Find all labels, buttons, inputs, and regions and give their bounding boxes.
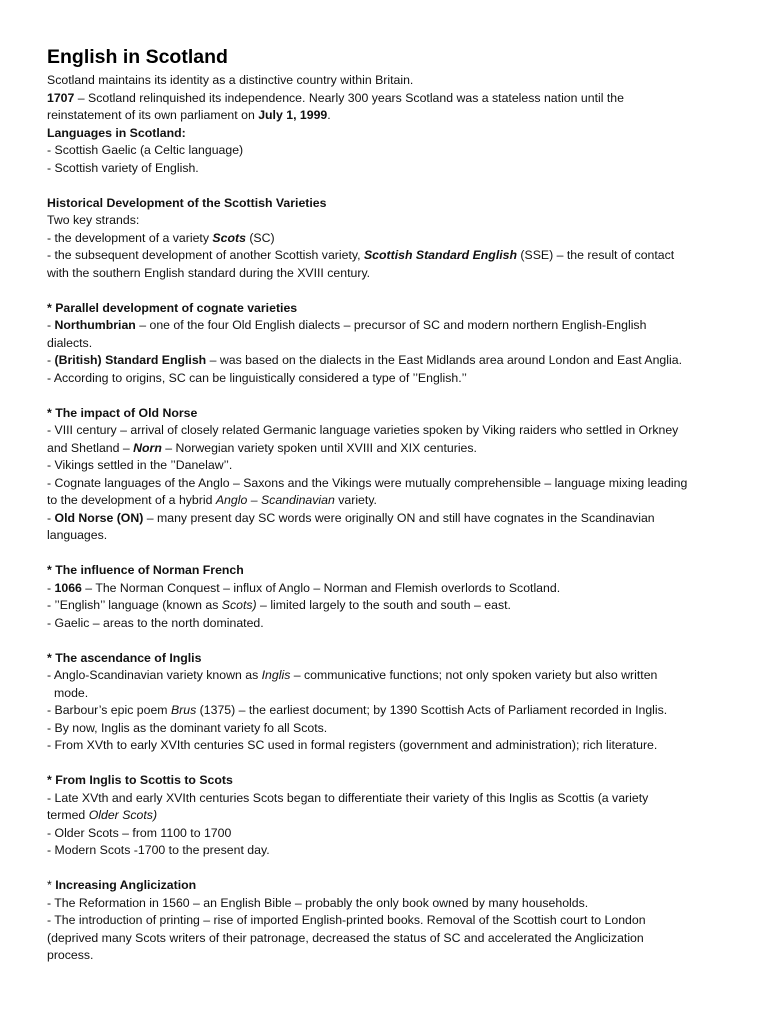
section-heading-norman: * The influence of Norman French [47,563,244,577]
list-item: - Late XVth and early XVIth centuries Scots began to differentiate their variety of this Inglis as Scottis (a variety [47,790,649,805]
list-item [47,667,737,685]
text: – many present day SC words were originally ON and still have cognates in the Scandinavian [143,510,655,525]
text: (SSE) – the result of contact [517,248,675,262]
term-old-norse: Old Norse (ON) [54,510,144,525]
text: variety. [334,493,377,507]
text: - Anglo-Scandinavian variety known as [47,668,262,682]
list-item: - The introduction of printing – rise of imported English-printed books. Removal of the Scottish court to London [47,913,646,927]
list-item: - From XVth to early XVIth centuries SC used in formal registers (government and administration); rich literature. [47,738,658,752]
term-sse: Scottish Standard English [363,248,517,262]
text: – was based on the dialects in the East Midlands area around London and East Anglia. [206,353,682,367]
intro-1707-line [47,90,737,108]
text: - Barbour’s epic poem [47,703,171,717]
list-item: - Modern Scots -1700 to the present day. [47,843,270,857]
section-heading-inglis: * The ascendance of Inglis [47,650,202,665]
section-heading-historical: Historical Development of the Scottish Varieties [47,195,327,210]
list-item [47,580,737,598]
year-1066: 1066 [54,580,82,595]
list-item [47,702,737,720]
term-scots: Scots) [221,598,257,612]
text: - the subsequent development of another Scottish variety, [47,248,364,262]
list-item-continued [47,807,737,825]
text: – one of the four Old English dialects – precursor of SC and modern northern English-English [135,318,647,332]
document-page [47,44,737,965]
spacer [47,282,737,300]
text: - [47,580,55,595]
list-item: - The Reformation in 1560 – an English Bible – probably the only book owned by many households. [47,895,589,910]
text: – Scotland relinquished its independence. Nearly 300 years Scotland was a stateless nation until the [74,90,624,105]
list-item [47,597,737,615]
list-item [47,230,737,248]
list-item: - Cognate languages of the Anglo – Saxons and the Vikings were mutually comprehensible – language mixing leading [47,475,688,490]
date-july-1999: July 1, 1999 [258,108,328,122]
list-item: - Older Scots – from 1100 to 1700 [47,825,232,840]
list-item-continued [47,440,737,458]
list-item [47,247,737,265]
year-1707: 1707 [47,90,75,105]
list-item: - Gaelic – areas to the north dominated. [47,615,264,630]
spacer [47,860,737,878]
text: – limited largely to the south and south – east. [256,598,511,612]
term-brus: Brus [170,703,197,717]
text: - [47,353,55,367]
text-line: Two key strands: [47,213,140,227]
list-item-continued: (deprived many Scots writers of their patronage, decreased the status of SC and accelerated the Anglicization [47,930,644,945]
list-item: - Scottish variety of English. [47,160,199,175]
spacer [47,387,737,405]
term-anglo-scandinavian: Anglo – Scandinavian [215,493,335,507]
section-heading-scottis: * From Inglis to Scottis to Scots [47,773,233,787]
section-heading-parallel: * Parallel development of cognate varieties [47,300,298,315]
term-scots: Scots [212,230,246,245]
text: termed [47,808,89,822]
term-northumbrian: Northumbrian [54,318,136,332]
text: – communicative functions; not only spoken variety but also written [290,668,658,682]
intro-line: Scotland maintains its identity as a distinctive country within Britain. [47,73,414,87]
spacer [47,755,737,773]
intro-parliament-line [47,107,737,125]
list-item-continued: mode. [54,685,89,700]
term-norn: Norn [133,440,162,455]
text: - ’’English’’ language (known as [47,598,222,612]
list-item: - Scottish Gaelic (a Celtic language) [47,143,244,157]
text: - [47,510,55,525]
list-item: - VIII century – arrival of closely related Germanic language varieties spoken by Viking raiders who settled in Orkney [47,423,679,437]
text: - [47,318,55,332]
text: * [47,878,56,892]
term-standard-english: (British) Standard English [54,353,207,367]
page-title: English in Scotland [47,46,228,68]
list-item: - Vikings settled in the ’’Danelaw’’. [47,458,233,472]
languages-heading: Languages in Scotland: [47,125,186,140]
list-item-continued: process. [47,948,94,962]
list-item-continued [47,492,737,510]
term-older-scots: Older Scots) [88,808,158,822]
list-item-continued: with the southern English standard during the XVIII century. [47,265,371,280]
section-heading-norse: * The impact of Old Norse [47,405,198,420]
list-item [47,510,737,528]
spacer [47,632,737,650]
list-item-continued: languages. [47,528,108,542]
text: - the development of a variety [47,230,213,245]
text: reinstatement of its own parliament on [47,108,259,122]
text: (1375) – the earliest document; by 1390 Scottish Acts of Parliament recorded in Inglis. [196,703,668,717]
list-item: - By now, Inglis as the dominant variety fo all Scots. [47,720,328,735]
list-item [47,317,737,335]
text: – The Norman Conquest – influx of Anglo – Norman and Flemish overlords to Scotland. [81,580,561,595]
text: to the development of a hybrid [47,493,216,507]
term-inglis: Inglis [261,668,291,682]
list-item: - According to origins, SC can be linguistically considered a type of ’’English.’’ [47,370,467,385]
section-heading-anglicization [47,877,737,895]
text: . [327,108,331,122]
list-item [47,352,737,370]
text: (SC) [245,230,275,245]
list-item-continued: dialects. [47,335,93,350]
spacer [47,177,737,195]
text: and Shetland – [47,440,134,455]
text: – Norwegian variety spoken until XVIII and XIX centuries. [161,440,477,455]
heading-text: Increasing Anglicization [55,878,197,892]
spacer [47,545,737,563]
